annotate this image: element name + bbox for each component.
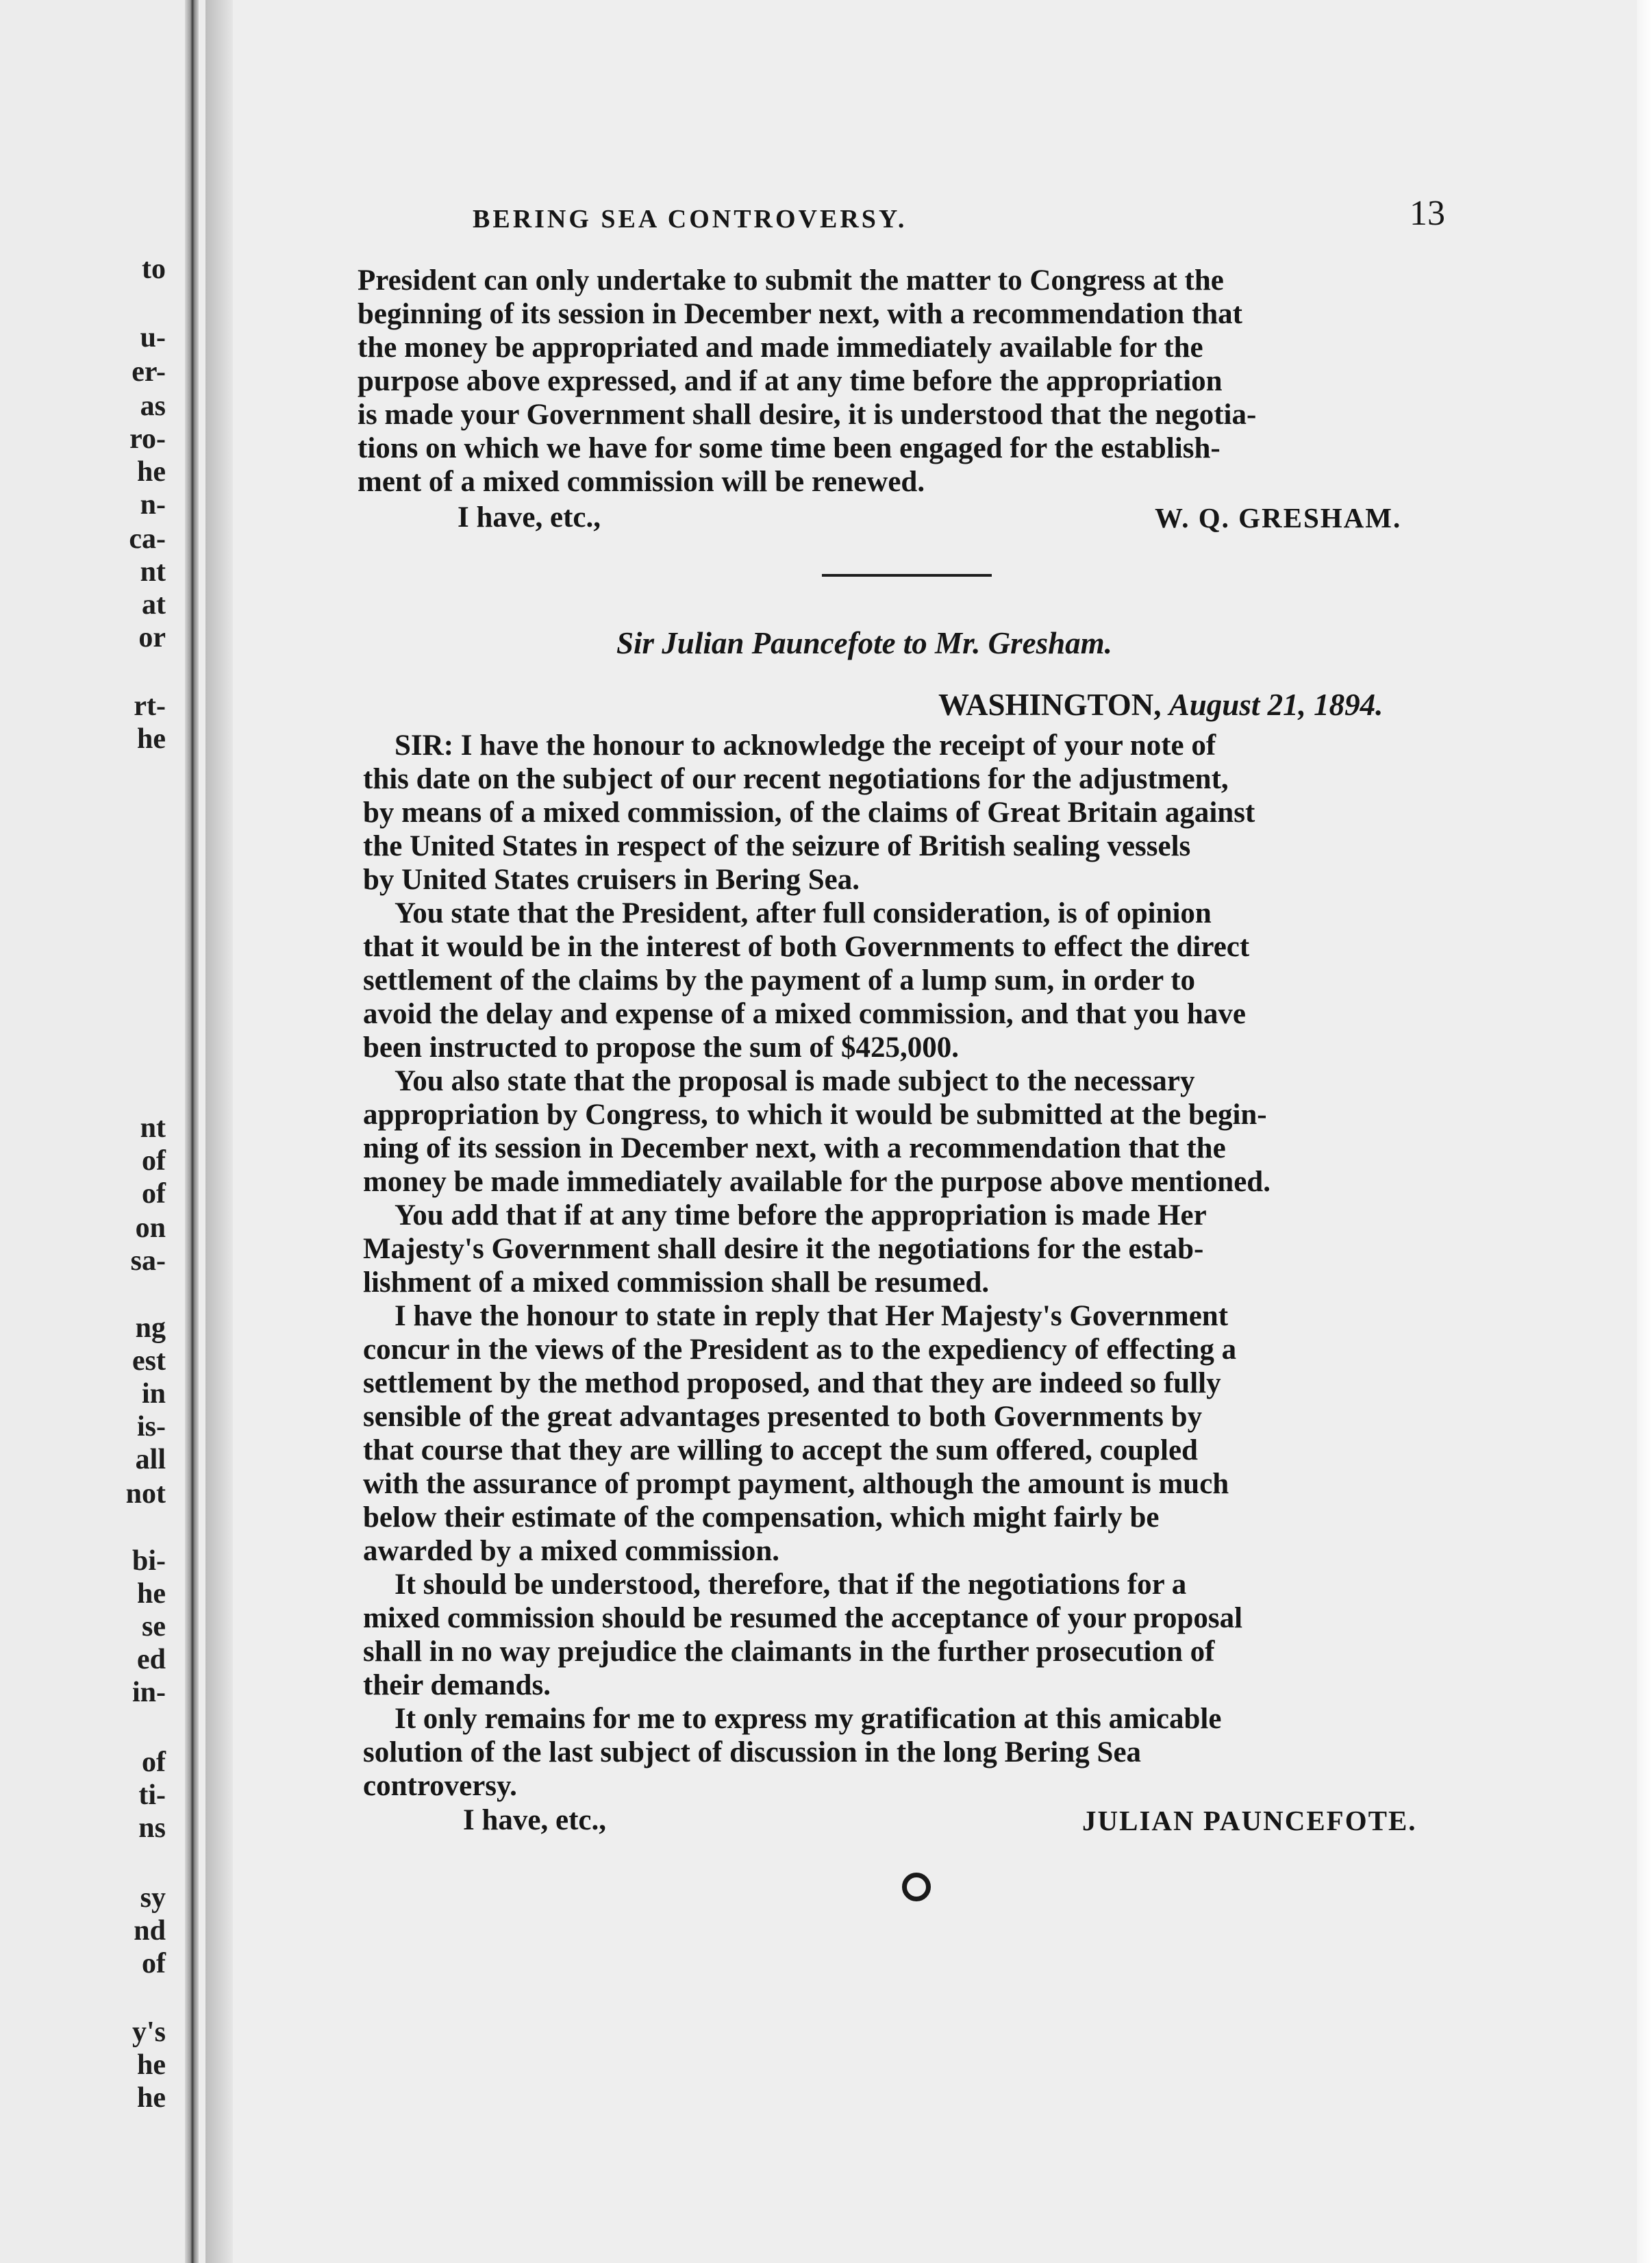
body-line: that it would be in the interest of both Governments to effect the direct: [363, 931, 1250, 963]
fragment-text: u-: [140, 322, 166, 353]
fragment-text: all: [135, 1444, 166, 1475]
body-line: ment of a mixed commission will be renewed.: [358, 466, 925, 498]
body-line: settlement by the method proposed, and that they are indeed so fully: [363, 1367, 1221, 1399]
body-line: the money be appropriated and made immediately available for the: [358, 332, 1203, 364]
dateline-date: August 21, 1894.: [1168, 688, 1384, 722]
body-line: President can only undertake to submit the matter to Congress at the: [358, 264, 1224, 297]
fragment-text: at: [142, 589, 166, 621]
fragment-text: ca-: [129, 523, 166, 555]
fragment-text: is-: [137, 1411, 166, 1442]
page-edge: [1637, 0, 1652, 2263]
body-line: the United States in respect of the seizure of British sealing vessels: [363, 830, 1191, 862]
fragment-text: he: [137, 2049, 166, 2081]
fragment-text: he: [137, 2082, 166, 2114]
body-line: solution of the last subject of discussion in the long Bering Sea: [363, 1736, 1142, 1768]
body-line: You add that if at any time before the appropriation is made Her: [395, 1199, 1207, 1231]
fragment-text: bi-: [132, 1545, 166, 1577]
body-line: sensible of the great advantages presented to both Governments by: [363, 1401, 1203, 1433]
fragment-text: se: [142, 1611, 166, 1642]
fragment-text: rt-: [134, 690, 166, 722]
fragment-text: est: [132, 1345, 166, 1377]
fragment-text: to: [142, 253, 166, 285]
body-line: concur in the views of the President as to the expediency of effecting a: [363, 1334, 1237, 1366]
body-line: purpose above expressed, and if at any time before the appropriation: [358, 365, 1223, 397]
page-number: 13: [1410, 194, 1445, 233]
closing-line: I have, etc.,: [458, 501, 601, 534]
body-line: tions on which we have for some time been engaged for the establish-: [358, 432, 1221, 464]
body-line: this date on the subject of our recent negotiations for the adjustment,: [363, 763, 1229, 795]
end-ornament: [902, 1873, 931, 1901]
fragment-text: of: [142, 1145, 166, 1177]
body-line: controversy.: [363, 1770, 517, 1802]
fragment-text: y's: [132, 2016, 166, 2048]
body-line: mixed commission should be resumed the acceptance of your proposal: [363, 1602, 1243, 1634]
fragment-text: ed: [137, 1644, 166, 1675]
body-line: It should be understood, therefore, that if the negotiations for a: [395, 1568, 1187, 1601]
fragment-text: of: [142, 1948, 166, 1979]
body-line: SIR: I have the honour to acknowledge the receipt of your note of: [395, 729, 1216, 762]
body-line: appropriation by Congress, to which it would be submitted at the begin-: [363, 1099, 1267, 1131]
fragment-text: or: [138, 622, 166, 653]
fragment-text: er-: [132, 356, 166, 388]
body-line: avoid the delay and expense of a mixed commission, and that you have: [363, 998, 1246, 1030]
fragment-text: he: [137, 723, 166, 755]
fragment-text: he: [137, 456, 166, 488]
previous-page-fragment: [0, 0, 205, 2263]
gutter-shadow: [205, 0, 233, 2263]
dateline-place: WASHINGTON,: [938, 688, 1162, 722]
fragment-text: in-: [132, 1677, 166, 1708]
signature: JULIAN PAUNCEFOTE.: [1082, 1805, 1417, 1836]
body-line: their demands.: [363, 1669, 551, 1701]
fragment-text: ro-: [129, 423, 166, 455]
body-line: that course that they are willing to accept the sum offered, coupled: [363, 1434, 1198, 1466]
body-line: by United States cruisers in Bering Sea.: [363, 864, 860, 896]
section-divider: [822, 574, 992, 577]
body-line: You also state that the proposal is made subject to the necessary: [395, 1065, 1195, 1097]
fragment-text: sa-: [130, 1245, 166, 1277]
body-line: lishment of a mixed commission shall be resumed.: [363, 1266, 990, 1299]
body-line: is made your Government shall desire, it is understood that the negotia-: [358, 399, 1257, 431]
fragment-text: sy: [140, 1882, 166, 1914]
body-line: It only remains for me to express my gratification at this amicable: [395, 1703, 1222, 1735]
body-line: I have the honour to state in reply that Her Majesty's Government: [395, 1300, 1229, 1332]
fragment-text: of: [142, 1178, 166, 1210]
body-line: beginning of its session in December next, with a recommendation that: [358, 298, 1242, 330]
dateline: [938, 687, 1383, 723]
body-line: by means of a mixed commission, of the claims of Great Britain against: [363, 797, 1255, 829]
body-line: shall in no way prejudice the claimants in the further prosecution of: [363, 1636, 1215, 1668]
body-line: ning of its session in December next, with a recommendation that the: [363, 1132, 1226, 1164]
body-line: Majesty's Government shall desire it the negotiations for the estab-: [363, 1233, 1204, 1265]
body-line: below their estimate of the compensation, which might fairly be: [363, 1501, 1160, 1534]
book-gutter: [185, 0, 199, 2263]
fragment-text: on: [135, 1212, 166, 1244]
fragment-text: nt: [140, 556, 166, 588]
closing-line: I have, etc.,: [463, 1804, 606, 1836]
fragment-text: of: [142, 1747, 166, 1778]
fragment-text: in: [141, 1378, 166, 1410]
body-line: awarded by a mixed commission.: [363, 1535, 779, 1567]
fragment-text: as: [140, 390, 166, 422]
fragment-text: ns: [138, 1812, 166, 1844]
body-line: You state that the President, after full consideration, is of opinion: [395, 897, 1212, 929]
fragment-text: not: [125, 1478, 166, 1510]
fragment-text: ti-: [138, 1779, 166, 1811]
body-line: settlement of the claims by the payment of a lump sum, in order to: [363, 964, 1196, 997]
fragment-text: n-: [140, 489, 166, 521]
fragment-text: nt: [140, 1112, 166, 1144]
fragment-text: ng: [135, 1312, 166, 1344]
fragment-text: nd: [134, 1915, 166, 1947]
signature: W. Q. GRESHAM.: [1155, 502, 1402, 534]
body-line: money be made immediately available for the purpose above mentioned.: [363, 1166, 1271, 1198]
letter-heading: Sir Julian Pauncefote to Mr. Gresham.: [616, 626, 1112, 660]
body-line: with the assurance of prompt payment, although the amount is much: [363, 1468, 1229, 1500]
running-head: BERING SEA CONTROVERSY.: [473, 205, 908, 234]
body-line: been instructed to propose the sum of $425,000.: [363, 1032, 959, 1064]
fragment-text: he: [137, 1578, 166, 1610]
